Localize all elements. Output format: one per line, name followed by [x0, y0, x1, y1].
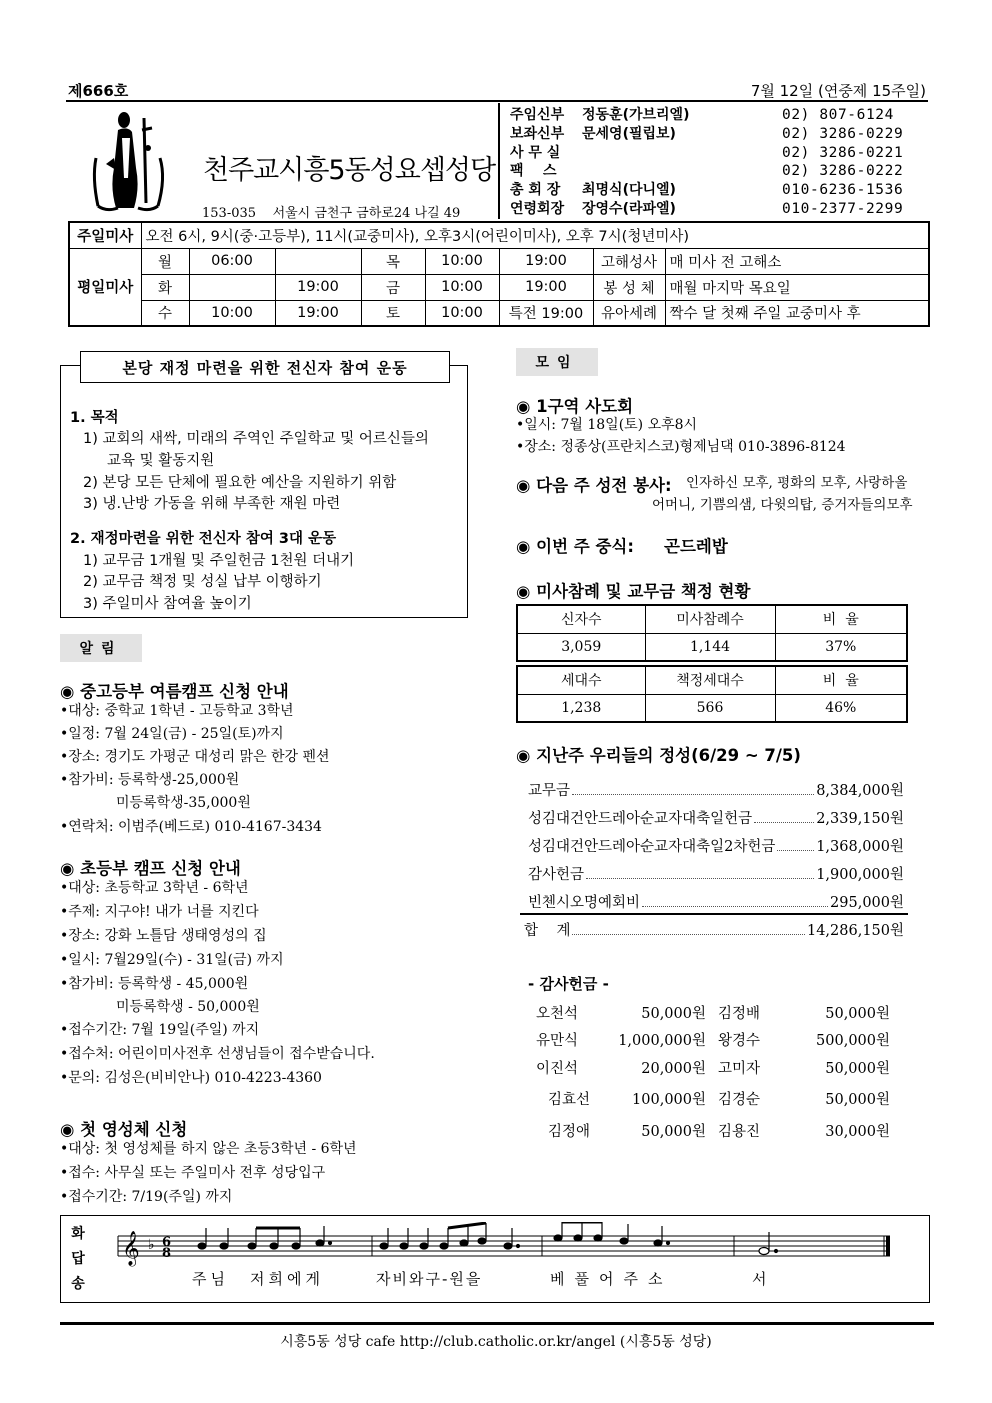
time-cell — [189, 274, 275, 300]
donor-name: 오천석 — [536, 1006, 579, 1022]
sunday-mass-times: 오전 6시, 9시(중·고등부), 11시(교중미사), 오후3시(어린이미사), 오후 7시(청년미사) — [141, 222, 929, 248]
fund-item: 3) 주일미사 참여율 높이기 — [83, 596, 252, 612]
donor-name: 김정배 — [718, 1006, 761, 1022]
fund-heading: 1. 목적 — [70, 410, 119, 426]
contact-role: 총 회 장 — [510, 182, 561, 199]
time-cell — [275, 248, 361, 274]
treble-clef-icon: 𝄞 — [122, 1231, 140, 1266]
time-cell: 19:00 — [275, 274, 361, 300]
time-cell: 19:00 — [499, 248, 593, 274]
thanks-row — [548, 1088, 890, 1109]
day-cell: 수 — [141, 300, 189, 326]
notice-line: 미등록학생-35,000원 — [116, 795, 251, 811]
attendance-title: ◉ 미사참례 및 교무금 책정 현황 — [516, 582, 751, 601]
contact-role: 팩 스 — [510, 163, 557, 180]
donor-name: 김용진 — [718, 1124, 761, 1140]
time-cell: 특전 19:00 — [499, 300, 593, 326]
sacrament-info: 짝수 달 첫째 주일 교중미사 후 — [665, 300, 929, 326]
offering-label: 성김대건안드레아순교자대축일2차헌금 — [528, 839, 776, 855]
time-cell: 06:00 — [189, 248, 275, 274]
offering-row — [528, 891, 904, 912]
leader-dots — [572, 779, 814, 795]
issue-number: 제666호 — [68, 82, 129, 100]
meeting-line: •일시: 7월 18일(토) 오후8시 — [516, 417, 698, 433]
contact-row — [510, 125, 930, 144]
postal-code: 153-035 — [202, 206, 257, 221]
table-header: 미사참례수 — [645, 605, 775, 633]
lyric: 주님 — [192, 1270, 229, 1288]
notice-line: •장소: 경기도 가평군 대성리 맑은 한강 펜션 — [60, 749, 330, 765]
table-row — [517, 633, 907, 661]
offering-amount: 1,900,000원 — [816, 867, 904, 883]
time-cell: 10:00 — [425, 274, 499, 300]
attendance-table-households — [516, 665, 908, 723]
offering-amount: 295,000원 — [830, 895, 904, 911]
donor-name: 김정애 — [548, 1124, 591, 1140]
notice-line: •일시: 7월29일(수) - 31일(금) 까지 — [60, 952, 284, 968]
offering-total-row — [524, 919, 904, 940]
offering-row — [528, 807, 904, 828]
day-cell: 금 — [361, 274, 425, 300]
psalm-label-char: 화 — [71, 1226, 85, 1242]
donor-name: 고미자 — [718, 1061, 761, 1077]
notice-line: •연락처: 이범주(베드로) 010-4167-3434 — [60, 819, 322, 835]
offering-row — [528, 863, 904, 884]
contact-phone: 02) 3286-0221 — [782, 144, 904, 161]
leader-dots — [586, 863, 814, 879]
service-label: ◉ 다음 주 성전 봉사: — [516, 476, 672, 495]
donor-name: 왕경수 — [718, 1033, 761, 1049]
notice-line: •일정: 7월 24일(금) - 25일(토)까지 — [60, 726, 284, 742]
donor-amount: 500,000원 — [816, 1033, 890, 1049]
notice-line: •참가비: 등록학생 - 45,000원 — [60, 976, 249, 992]
service-groups: 어머니, 기쁨의샘, 다윗의탑, 증거자들의모후 — [652, 497, 913, 513]
notice-line: •접수기간: 7월 19일(주일) 까지 — [60, 1022, 260, 1038]
offering-label: 감사헌금 — [528, 867, 585, 883]
weekday-row — [69, 300, 929, 326]
contact-name: 정동훈(가브리엘) — [582, 107, 690, 123]
table-cell: 37% — [775, 633, 907, 661]
thanks-row — [536, 1057, 890, 1078]
contact-name: 장영수(라파엘) — [582, 200, 676, 217]
table-header: 비 율 — [775, 605, 907, 633]
table-header: 세대수 — [517, 666, 645, 694]
time-signature-bottom: 8 — [162, 1246, 172, 1261]
contact-phone: 02) 3286-0222 — [782, 163, 904, 180]
fund-item: 교육 및 활동지원 — [107, 453, 215, 469]
notice-line: •대상: 중학교 1학년 - 고등학교 3학년 — [60, 703, 294, 719]
table-header: 비 율 — [775, 666, 907, 694]
communion-title: ◉ 첫 영성체 신청 — [60, 1120, 188, 1139]
sacrament-label: 유아세례 — [593, 300, 665, 326]
time-cell: 19:00 — [499, 274, 593, 300]
day-cell: 토 — [361, 300, 425, 326]
day-cell: 화 — [141, 274, 189, 300]
thanks-row — [548, 1120, 890, 1141]
footer-text: 시흥5동 성당 cafe http://club.catholic.or.kr/angel (시흥5동 성당) — [280, 1334, 712, 1350]
time-cell: 10:00 — [189, 300, 275, 326]
notice-line: •접수처: 어린이미사전후 선생님들이 접수받습니다. — [60, 1046, 375, 1062]
district-meeting-title: ◉ 1구역 사도회 — [516, 397, 634, 416]
offering-total-label: 합 계 — [524, 923, 571, 939]
contact-name: 최명식(다니엘) — [582, 182, 676, 199]
fund-item: 2) 교무금 책정 및 성실 납부 이행하기 — [83, 574, 322, 590]
sacrament-info: 매월 마지막 목요일 — [665, 274, 929, 300]
donor-name: 김효선 — [548, 1092, 591, 1108]
service-groups: 인자하신 모후, 평화의 모후, 사랑하올 — [686, 475, 908, 491]
weekday-mass-label: 평일미사 — [69, 248, 141, 326]
sunday-mass-label: 주일미사 — [69, 222, 141, 248]
youth-camp-title: ◉ 중고등부 여름캠프 신청 안내 — [60, 682, 289, 701]
day-cell: 목 — [361, 248, 425, 274]
donor-amount: 20,000원 — [641, 1061, 706, 1077]
psalm-label-char: 답 — [71, 1251, 85, 1267]
table-header: 책정세대수 — [645, 666, 775, 694]
donor-amount: 50,000원 — [825, 1092, 890, 1108]
contact-list — [510, 106, 930, 219]
offering-label: 성김대건안드레아순교자대축일헌금 — [528, 811, 753, 827]
contact-name — [582, 144, 782, 163]
day-cell: 월 — [141, 248, 189, 274]
fundraising-title: 본당 재정 마련을 위한 전신자 참여 운동 — [80, 351, 450, 383]
thanks-row — [536, 1002, 890, 1023]
contact-role: 연령회장 — [510, 200, 565, 217]
donor-amount: 50,000원 — [825, 1006, 890, 1022]
time-cell: 19:00 — [275, 300, 361, 326]
header-divider — [498, 103, 500, 219]
contact-row — [510, 162, 930, 181]
contact-role: 사 무 실 — [510, 144, 561, 161]
fund-item: 3) 냉.난방 가동을 위해 부족한 재원 마련 — [83, 496, 341, 512]
meeting-line: •장소: 정종상(프란치스코)형제님댁 010-3896-8124 — [516, 439, 846, 455]
weekday-row — [69, 248, 929, 274]
donor-amount: 100,000원 — [632, 1092, 706, 1108]
offering-title: ◉ 지난주 우리들의 정성(6/29 ~ 7/5) — [516, 746, 801, 765]
notice-line: •주제: 지구야! 내가 너를 지킨다 — [60, 904, 259, 920]
child-camp-title: ◉ 초등부 캠프 신청 안내 — [60, 859, 241, 878]
church-address — [202, 202, 460, 221]
contact-name — [582, 162, 782, 181]
psalm-label — [66, 1222, 90, 1297]
street-address: 서울시 금천구 금하로24 나길 49 — [272, 206, 461, 221]
lyric: 서 — [752, 1270, 767, 1288]
contact-row — [510, 106, 930, 125]
bulletin-date: 7월 12일 (연중제 15주일) — [750, 82, 926, 100]
sacrament-label: 고해성사 — [593, 248, 665, 274]
contact-row — [510, 181, 930, 200]
offering-row — [528, 779, 904, 800]
offering-label: 교무금 — [528, 783, 571, 799]
thanks-offering-title: - 감사헌금 - — [528, 975, 609, 993]
table-cell: 566 — [645, 694, 775, 722]
sacrament-info: 매 미사 전 고해소 — [665, 248, 929, 274]
donor-amount: 50,000원 — [641, 1006, 706, 1022]
fund-item: 1) 교무금 1개월 및 주일헌금 1천원 더내기 — [83, 553, 355, 569]
notice-line: •참가비: 등록학생-25,000원 — [60, 772, 240, 788]
table-cell: 3,059 — [517, 633, 645, 661]
contact-role: 주임신부 — [510, 107, 565, 123]
table-row — [517, 694, 907, 722]
psalm-label-char: 송 — [71, 1276, 85, 1292]
donor-name: 김경순 — [718, 1092, 761, 1108]
notice-line: •접수: 사무실 또는 주일미사 전후 성당입구 — [60, 1165, 326, 1181]
weekday-row — [69, 274, 929, 300]
contact-row — [510, 200, 930, 219]
table-cell: 46% — [775, 694, 907, 722]
offering-row — [528, 835, 904, 856]
church-logo — [88, 108, 168, 218]
notes — [198, 1222, 778, 1255]
sacrament-label: 봉 성 체 — [593, 274, 665, 300]
fundraising-box — [60, 365, 468, 618]
music-staff — [112, 1222, 896, 1294]
donor-name: 이진석 — [536, 1061, 579, 1077]
contact-phone: 010-6236-1536 — [782, 182, 904, 199]
offering-total-amount: 14,286,150원 — [806, 923, 904, 939]
lunch-menu: 곤드레밥 — [664, 537, 728, 556]
offering-total-rule — [520, 913, 908, 915]
offering-amount: 2,339,150원 — [816, 811, 904, 827]
fund-item: 1) 교회의 새싹, 미래의 주역인 주일학교 및 어르신들의 — [83, 431, 429, 447]
lyric: 저희에게 — [250, 1270, 324, 1288]
church-name: 천주교시흥5동성요셉성당 — [203, 155, 496, 186]
contact-phone: 02) 3286-0229 — [782, 125, 904, 142]
donor-amount: 50,000원 — [641, 1124, 706, 1140]
contact-name: 문세영(필립보) — [582, 125, 676, 142]
donor-amount: 1,000,000원 — [618, 1033, 706, 1049]
fund-heading: 2. 재정마련을 위한 전신자 참여 3대 운동 — [70, 531, 337, 547]
offering-label: 빈첸시오명예회비 — [528, 895, 641, 911]
lyric: 자비와구-원을 — [376, 1270, 483, 1288]
time-signature-top: 6 — [162, 1235, 172, 1250]
notice-line: •대상: 첫 영성체를 하지 않은 초등3학년 - 6학년 — [60, 1141, 357, 1157]
table-cell: 1,238 — [517, 694, 645, 722]
sunday-row — [69, 222, 929, 248]
notice-line: •장소: 강화 노틀담 생태영성의 집 — [60, 928, 267, 944]
time-cell: 10:00 — [425, 248, 499, 274]
leader-dots — [777, 835, 814, 851]
leader-dots — [754, 807, 814, 823]
mass-schedule-table — [68, 221, 930, 327]
fund-item: 2) 본당 모든 단체에 필요한 예산을 지원하기 위함 — [83, 475, 397, 491]
contact-row — [510, 144, 930, 163]
table-header: 신자수 — [517, 605, 645, 633]
offering-amount: 1,368,000원 — [816, 839, 904, 855]
donor-amount: 30,000원 — [825, 1124, 890, 1140]
time-cell: 10:00 — [425, 300, 499, 326]
leader-dots — [642, 891, 828, 907]
flat-icon: ♭ — [148, 1237, 155, 1253]
contact-role: 보좌신부 — [510, 125, 565, 142]
contact-phone: 02) 807-6124 — [782, 107, 894, 123]
donor-amount: 50,000원 — [825, 1061, 890, 1077]
notice-line: •접수기간: 7/19(주일) 까지 — [60, 1189, 233, 1205]
notice-tab: 알림 — [60, 634, 142, 662]
lyric: 베풀어주소 — [550, 1270, 673, 1288]
donor-name: 유만식 — [536, 1033, 579, 1049]
notice-line: 미등록학생 - 50,000원 — [116, 999, 260, 1015]
table-header-row — [517, 666, 907, 694]
lunch-label: ◉ 이번 주 중식: — [516, 537, 634, 556]
notice-line: •문의: 김성은(비비안나) 010-4223-4360 — [60, 1070, 322, 1086]
notice-line: •대상: 초등학교 3학년 - 6학년 — [60, 880, 249, 896]
table-cell: 1,144 — [645, 633, 775, 661]
header-rule — [66, 100, 928, 102]
table-header-row — [517, 605, 907, 633]
footer-rule — [60, 1322, 934, 1325]
thanks-row — [536, 1029, 890, 1050]
attendance-table-members — [516, 604, 908, 662]
offering-amount: 8,384,000원 — [816, 783, 904, 799]
leader-dots — [572, 919, 805, 935]
meetings-tab: 모임 — [516, 348, 598, 376]
contact-phone: 010-2377-2299 — [782, 200, 904, 217]
